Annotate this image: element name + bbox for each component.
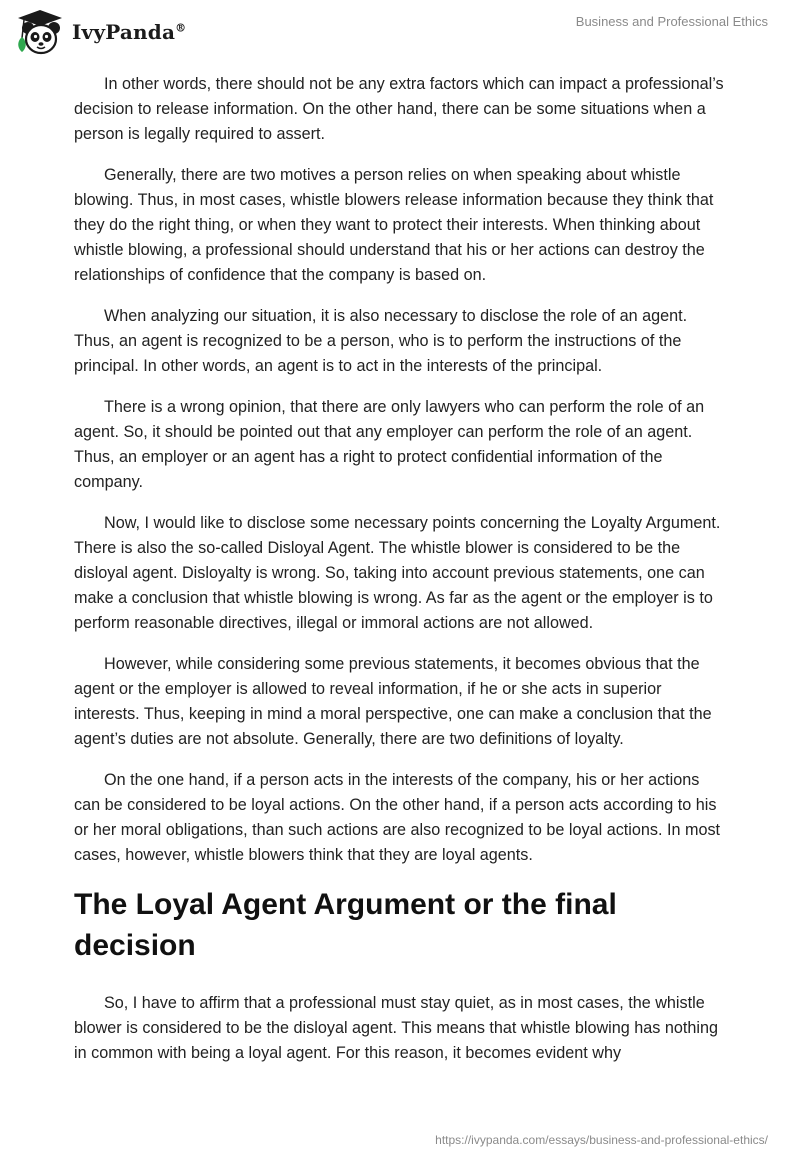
paragraph: So, I have to affirm that a professional must stay quiet, as in most cases, the whistle blower is considered to be the disloyal agent. This means that whistle blowing has nothing in common with being a loyal agent. For this reason, it becomes evident why	[74, 994, 718, 1062]
paragraph: Generally, there are two motives a person relies on when speaking about whistle blowing. Thus, in most cases, whistle blowers release information because they think that they do the right thing, or when they want to protect their interests. When thinking about whistle blowing, a professional should understand that his or her actions can destroy the relationships of confidence that the company is based on.	[74, 166, 714, 284]
paragraph: When analyzing our situation, it is also necessary to disclose the role of an agent. Thus, an agent is recognized to be a person, who is to perform the instructions of the principal. In other words, an agent is to act in the interests of the principal.	[74, 307, 688, 375]
page-header	[0, 0, 800, 70]
panda-graduate-icon	[14, 8, 66, 56]
paragraph: However, while considering some previous statements, it becomes obvious that the agent or the employer is allowed to reveal information, if he or she acts in superior interests. Thus, keeping in mind a moral perspective, one can make a conclusion that the agent’s duties are not absolute. Generally, there are two definitions of loyalty.	[74, 655, 712, 748]
footer-url[interactable]: https://ivypanda.com/essays/business-and-professional-ethics/	[435, 1133, 768, 1147]
paragraph: There is a wrong opinion, that there are only lawyers who can perform the role of an agent. So, it should be pointed out that any employer can perform the role of an agent. Thus, an employer or an agent has a right to protect confidential information of the company.	[74, 398, 705, 491]
paragraph: On the one hand, if a person acts in the interests of the company, his or her actions can be considered to be loyal actions. On the other hand, if a person acts according to his or her moral obligations, than such actions are also recognized to be loyal actions. In most cases, however, whistle blowers think that they are loyal agents.	[74, 771, 721, 864]
document-title: Business and Professional Ethics	[575, 14, 768, 29]
section-heading: The Loyal Agent Argument or the final decision	[74, 888, 617, 962]
paragraph: Now, I would like to disclose some necessary points concerning the Loyalty Argument. There is also the so-called Disloyal Agent. The whistle blower is considered to be the disloyal agent. Disloyalty is wrong. So, taking into account previous statements, one can make a conclusion that whistle blowing is wrong. As far as the agent or the employer is to perform reasonable directives, illegal or immoral actions are not allowed.	[74, 514, 721, 632]
logo-text: IvyPanda®	[72, 20, 187, 44]
paragraph: In other words, there should not be any extra factors which can impact a professional’s decision to release information. On the other hand, there can be some situations when a person is legally required to assert.	[74, 75, 724, 143]
essay-content	[74, 72, 724, 1082]
ivypanda-logo[interactable]	[14, 8, 186, 56]
